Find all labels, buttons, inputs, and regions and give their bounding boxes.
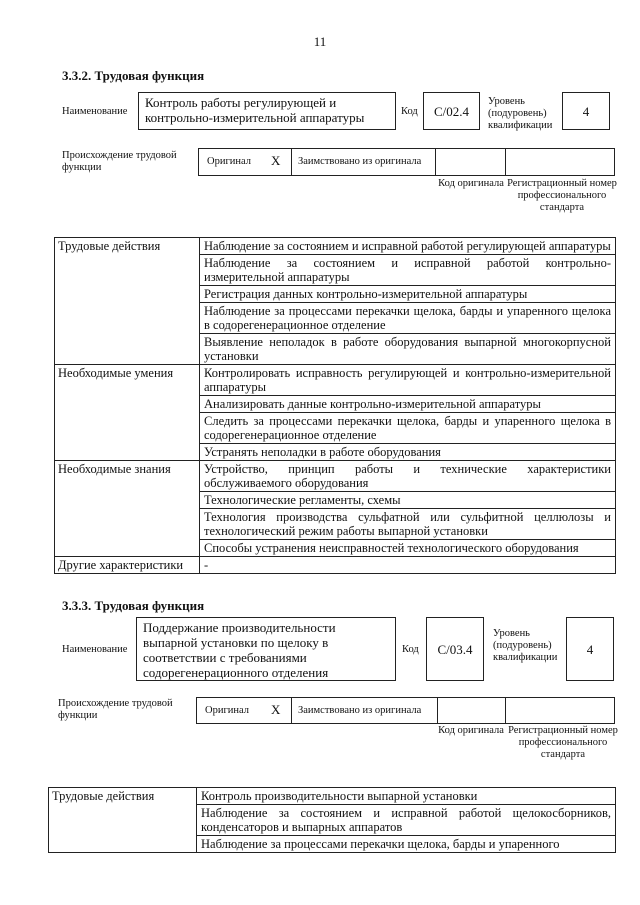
- caption-registration-number: Регистрационный номер профессионального стандарта: [507, 178, 617, 213]
- row-label-other-characteristics: Другие характеристики: [55, 557, 200, 574]
- page-number: 11: [313, 34, 327, 49]
- code-box: [423, 92, 480, 130]
- origin-label: Происхождение трудовой функции: [58, 698, 173, 721]
- level-box: [562, 92, 610, 130]
- table-item: Наблюдение за процессами перекачки щелока, барды и упаренного щелока в содорегенерационное отделение: [200, 303, 616, 334]
- table-item: Наблюдение за процессами перекачки щелока, барды и упаренного: [197, 836, 616, 853]
- table-item: Способы устранения неисправностей технологического оборудования: [200, 540, 616, 557]
- code-box: [426, 617, 484, 681]
- original-mark: X: [271, 702, 281, 717]
- name-label: Наименование: [62, 106, 128, 117]
- table-item: Выявление неполадок в работе оборудования выпарной многокорпусной установки: [200, 334, 616, 365]
- borrowed-label: Заимствовано из оригинала: [298, 156, 422, 167]
- row-label-required-knowledge: Необходимые знания: [55, 461, 200, 557]
- original-mark: X: [271, 153, 281, 168]
- table-item: Устройство, принцип работы и технические характеристики обслуживаемого оборудования: [200, 461, 616, 492]
- row-label-required-skills: Необходимые умения: [55, 365, 200, 461]
- borrowed-label: Заимствовано из оригинала: [298, 705, 422, 716]
- origin-table: [198, 148, 615, 176]
- table-item: Наблюдение за состоянием и исправной работой регулирующей аппаратуры: [200, 238, 616, 255]
- code-label: Код: [402, 644, 419, 655]
- code-label: Код: [401, 106, 418, 117]
- level-value: 4: [586, 641, 594, 657]
- caption-code-original: Код оригинала: [438, 178, 504, 189]
- origin-label: Происхождение трудовой функции: [62, 150, 177, 173]
- level-label: Уровень (подуровень) квалификации: [493, 628, 558, 663]
- origin-table: [196, 697, 615, 724]
- function-name-box: [136, 617, 396, 681]
- table-item: Наблюдение за состоянием и исправной работой щелокосборников, конденсаторов и выпарных аппаратов: [197, 805, 616, 836]
- table-item: Анализировать данные контрольно-измерительной аппаратуры: [200, 396, 616, 413]
- level-box: [566, 617, 614, 681]
- code-value: С/03.4: [437, 641, 473, 657]
- table-item: Наблюдение за состоянием и исправной работой контрольно-измерительной аппаратуры: [200, 255, 616, 286]
- code-value: С/02.4: [433, 103, 470, 119]
- function-name: Поддержание производительности выпарной установки по щелоку в соответствии с требованиями содорегенерационного отделения: [143, 620, 336, 680]
- original-label: Оригинал: [207, 156, 251, 167]
- table-item: Следить за процессами перекачки щелока, барды и упаренного щелока в содорегенерационное отделение: [200, 413, 616, 444]
- caption-registration-number: Регистрационный номер профессионального стандарта: [508, 725, 618, 760]
- function-table: [54, 237, 616, 574]
- function-table: [48, 787, 616, 853]
- name-label: Наименование: [62, 644, 128, 655]
- table-item: Технология производства сульфатной или сульфитной целлюлозы и технологический режим работы выпарной установки: [200, 509, 616, 540]
- level-value: 4: [582, 103, 590, 119]
- table-item: Контроль производительности выпарной установки: [197, 788, 616, 805]
- table-item: Контролировать исправность регулирующей и контрольно-измерительной аппаратуры: [200, 365, 616, 396]
- function-name-box: [138, 92, 396, 130]
- row-label-labor-actions: Трудовые действия: [55, 238, 200, 365]
- table-item: Устранять неполадки в работе оборудования: [200, 444, 616, 461]
- table-item: Технологические регламенты, схемы: [200, 492, 616, 509]
- table-item: Регистрация данных контрольно-измерительной аппаратуры: [200, 286, 616, 303]
- level-label: Уровень (подуровень) квалификации: [488, 96, 553, 131]
- row-label-labor-actions: Трудовые действия: [49, 788, 197, 853]
- caption-code-original: Код оригинала: [438, 725, 504, 736]
- table-item: -: [200, 557, 616, 574]
- original-label: Оригинал: [205, 705, 249, 716]
- section-heading: 3.3.3. Трудовая функция: [62, 598, 205, 613]
- section-heading: 3.3.2. Трудовая функция: [62, 68, 205, 83]
- function-name: Контроль работы регулирующей и контрольно-измерительной аппаратуры: [145, 95, 365, 125]
